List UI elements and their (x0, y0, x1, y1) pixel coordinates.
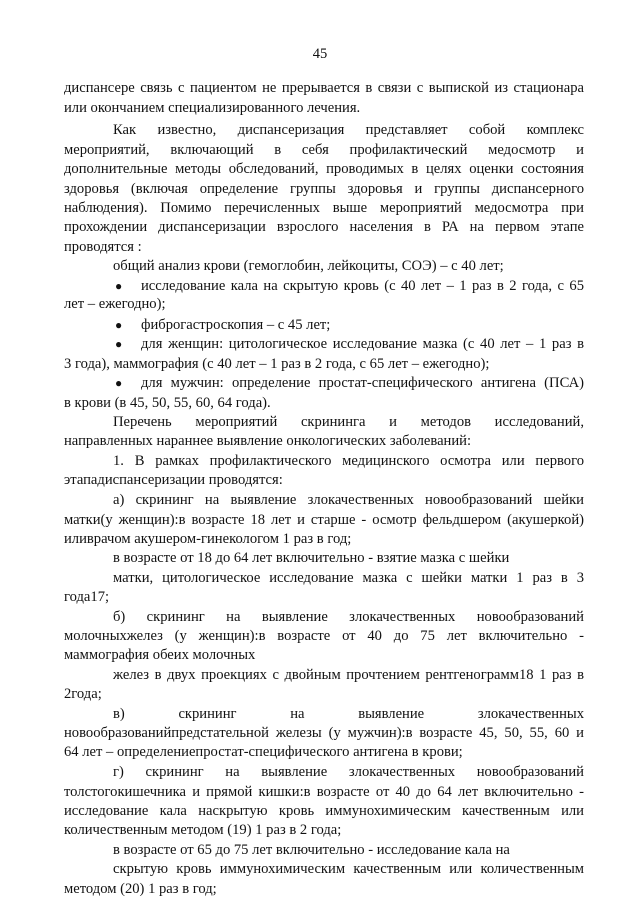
text-line: для мужчин: определение простат-специфического антигена (ПСА) (141, 375, 584, 391)
bullet-icon: ● (115, 318, 123, 332)
text-line: 3 года), маммография (с 40 лет – 1 раз в 2 года, с 65 лет – ежегодно); (64, 356, 490, 372)
text-line: 1. В рамках профилактического медицинского осмотра или первого (113, 453, 584, 469)
text-line: количественным методом (19) 1 раз в 2 года; (64, 822, 342, 838)
bullet-icon: ● (115, 279, 123, 293)
page-number: 45 (312, 46, 328, 62)
text-line: Перечень мероприятий скрининга и методов исследований, (113, 414, 584, 430)
text-line: исследование кала на скрытую кровь (с 40 лет – 1 раз в 2 года, с 65 (141, 278, 584, 294)
text-line: матки, цитологическое исследование мазка с шейки матки 1 раз в 3 (113, 570, 584, 586)
text-line: фиброгастроскопия – с 45 лет; (141, 317, 331, 333)
text-line: г) скрининг на выявление злокачественных новообразований (113, 764, 584, 780)
text-line: в возрасте от 65 до 75 лет включительно - исследование кала на (113, 842, 510, 858)
text-line: в крови (в 45, 50, 55, 60, 64 года). (64, 395, 271, 411)
text-line: методом (20) 1 раз в год; (64, 881, 217, 897)
text-line: в возрасте от 18 до 64 лет включительно - взятие мазка с шейки (113, 550, 510, 566)
text-line: для женщин: цитологическое исследование мазка (с 40 лет – 1 раз в (141, 336, 584, 352)
text-line: б) скрининг на выявление злокачественных новообразований (113, 609, 584, 625)
text-line: иливрачом акушером-гинекологом 1 раз в год; (64, 531, 352, 547)
text-line: молочныхжелез (у женщин):в возрасте от 40 до 75 лет включительно - (64, 628, 584, 644)
text-line: 2года; (64, 686, 102, 702)
text-line: лет – ежегодно); (64, 296, 166, 312)
text-line: а) скрининг на выявление злокачественных новообразований шейки (113, 492, 584, 508)
text-line: направленных нараннее выявление онкологических заболеваний: (64, 433, 472, 449)
text-line: здоровья (включая определение группы здоровья и группы диспансерного (64, 181, 584, 197)
text-line: 64 лет – определениепростат-специфического антигена в крови; (64, 744, 463, 760)
text-line: матки(у женщин):в возрасте 18 лет и старше - осмотр фельдшером (акушеркой) (64, 512, 584, 528)
text-line: исследование кала наскрытую кровь иммунохимическим качественным или (64, 803, 584, 819)
text-line: скрытую кровь иммунохимическим качественным или количественным (113, 861, 584, 877)
text-line: наблюдения). Помимо перечисленных выше мероприятий медосмотра при (64, 200, 584, 216)
bullet-icon: ● (115, 337, 123, 351)
text-line: толстогокишечника и прямой кишки:в возрасте от 40 до 64 лет включительно - (64, 784, 584, 800)
bullet-icon: ● (115, 376, 123, 390)
text-line: новообразованийпредстательной железы (у мужчин):в возрасте 45, 50, 55, 60 и (64, 725, 584, 741)
text-line: маммография обеих молочных (64, 647, 256, 663)
text-line: этападиспансеризации проводятся: (64, 472, 283, 488)
text-line: Как известно, диспансеризация представляет собой комплекс (113, 122, 584, 138)
text-line: прохождении диспансеризации взрослого населения в РА на первом этапе (64, 219, 584, 235)
text-line: мероприятий, включающий в себя профилактический медосмотр и (64, 142, 584, 158)
text-line: желез в двух проекциях с двойным прочтением рентгенограмм18 1 раз в (113, 667, 584, 683)
text-line: года17; (64, 589, 110, 605)
text-line: общий анализ крови (гемоглобин, лейкоциты, СОЭ) – с 40 лет; (113, 258, 504, 274)
text-line: дополнительные методы обследований, проводимых в целях оценки состояния (64, 161, 584, 177)
text-line: или окончанием специализированного лечения. (64, 100, 361, 116)
text-line: в) скрининг на выявление злокачественных (113, 706, 584, 722)
text-line: диспансере связь с пациентом не прерывается в связи с выпиской из стационара (64, 80, 584, 96)
text-line: проводятся : (64, 239, 142, 255)
